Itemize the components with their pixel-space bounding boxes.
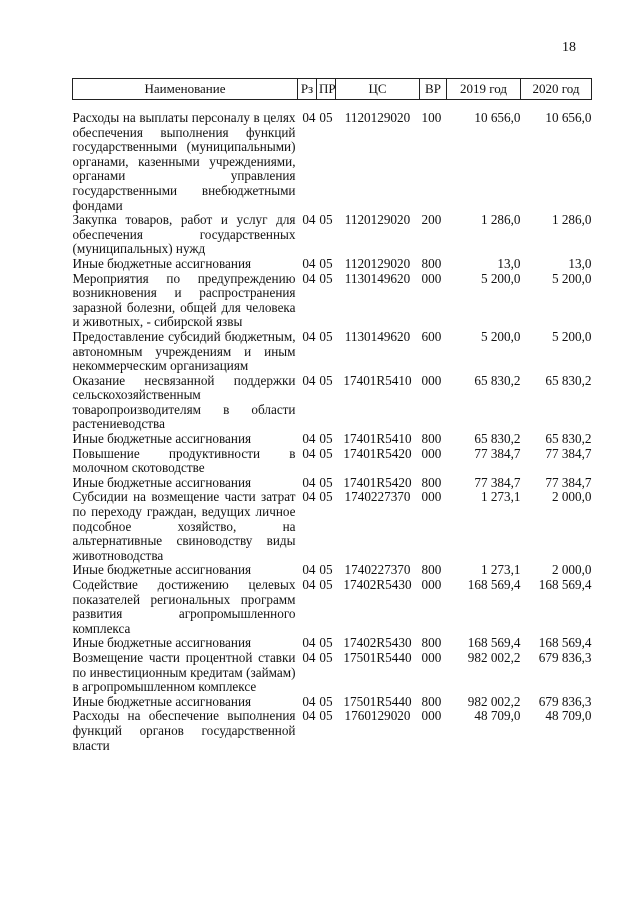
row-name: Расходы на обеспечение выполнения функций органов государственной власти (72, 708, 296, 753)
row-cs: 17401R5420 (343, 474, 412, 490)
row-rz: 04 (302, 577, 316, 592)
table-row (73, 695, 592, 710)
row-value-2020: 5 200,0 (551, 270, 592, 286)
row-name: Иные бюджетные ассигнования (72, 693, 252, 709)
row-value-2019: 168 569,4 (467, 635, 521, 651)
row-value-2019: 65 830,2 (474, 431, 521, 447)
row-rz: 04 (302, 431, 316, 447)
row-cs: 17401R5410 (343, 431, 412, 447)
row-name: Содействие достижению целевых показателей региональных программ развития агропромышленного комплекса (72, 577, 296, 636)
row-rz: 04 (302, 110, 316, 125)
row-rz: 04 (302, 445, 316, 461)
row-vr: 800 (421, 693, 442, 709)
row-pr: 05 (319, 577, 333, 592)
row-value-2020: 48 709,0 (545, 708, 592, 724)
row-value-2019: 1 273,1 (480, 562, 521, 578)
table-row (73, 257, 592, 272)
row-value-2020: 77 384,7 (545, 474, 592, 490)
row-name: Иные бюджетные ассигнования (72, 474, 252, 490)
row-value-2020: 168 569,4 (538, 635, 592, 651)
row-pr: 05 (319, 562, 333, 578)
row-cs: 17402R5430 (343, 635, 412, 651)
row-value-2019: 168 569,4 (467, 577, 521, 592)
row-name: Иные бюджетные ассигнования (72, 635, 252, 651)
table-row (73, 563, 592, 578)
row-cs: 17501R5440 (343, 649, 412, 665)
row-value-2019: 48 709,0 (474, 708, 521, 724)
row-name: Расходы на выплаты персоналу в целях обеспечения выполнения функций государственными (муниципальными) органами, казенными учреждениями, органами управления государственными внебюджетными фондами (72, 110, 296, 213)
row-value-2019: 1 273,1 (480, 489, 521, 505)
table-row (73, 272, 592, 330)
row-value-2020: 2 000,0 (551, 562, 592, 578)
row-cs: 1130149620 (344, 270, 411, 286)
row-cs: 17401R5420 (343, 445, 412, 461)
header-vr: ВР (420, 79, 447, 100)
row-rz: 04 (302, 635, 316, 651)
row-value-2020: 679 836,3 (538, 649, 592, 665)
row-value-2020: 2 000,0 (551, 489, 592, 505)
row-vr: 000 (421, 445, 442, 461)
row-value-2019: 13,0 (497, 255, 521, 271)
table-row (73, 432, 592, 447)
row-rz: 04 (302, 693, 316, 709)
row-vr: 000 (421, 649, 442, 665)
row-vr: 800 (421, 562, 442, 578)
row-vr: 800 (421, 255, 442, 271)
row-value-2019: 5 200,0 (480, 270, 521, 286)
row-value-2020: 5 200,0 (551, 328, 592, 344)
row-value-2020: 13,0 (568, 255, 592, 271)
row-pr: 05 (319, 693, 333, 709)
row-pr: 05 (319, 255, 333, 271)
row-name: Повышение продуктивности в молочном скотоводстве (72, 445, 296, 476)
row-name: Возмещение части процентной ставки по инвестиционным кредитам (займам) в агропромышленном комплексе (72, 649, 296, 695)
table-row (73, 100, 592, 214)
row-cs: 1130149620 (344, 328, 411, 344)
row-pr: 05 (319, 270, 333, 286)
table-row (73, 476, 592, 491)
row-value-2019: 77 384,7 (474, 445, 521, 461)
row-name: Предоставление субсидий бюджетным, автономным учреждениям и иным некоммерческим организациям (72, 328, 296, 374)
row-rz: 04 (302, 328, 316, 344)
page-number: 18 (562, 40, 576, 55)
row-cs: 17402R5430 (343, 577, 412, 592)
table-row (73, 447, 592, 476)
row-vr: 600 (421, 328, 442, 344)
row-name: Иные бюджетные ассигнования (72, 562, 252, 578)
row-cs: 1740227370 (344, 489, 411, 505)
row-value-2019: 5 200,0 (480, 328, 521, 344)
row-pr: 05 (319, 372, 333, 388)
row-vr: 200 (421, 212, 442, 228)
row-value-2019: 77 384,7 (474, 474, 521, 490)
row-value-2020: 65 830,2 (545, 372, 592, 388)
row-vr: 800 (421, 635, 442, 651)
row-pr: 05 (319, 431, 333, 447)
row-name: Закупка товаров, работ и услуг для обеспечения государственных (муниципальных) нужд (72, 212, 296, 257)
row-rz: 04 (302, 212, 316, 228)
row-rz: 04 (302, 489, 316, 505)
table-row (73, 490, 592, 563)
table-row (73, 636, 592, 651)
row-pr: 05 (319, 110, 333, 125)
row-pr: 05 (319, 649, 333, 665)
row-rz: 04 (302, 649, 316, 665)
header-pr: ПР (317, 79, 336, 100)
header-year-2019: 2019 год (447, 79, 521, 100)
row-value-2020: 10 656,0 (545, 110, 592, 125)
row-value-2019: 1 286,0 (480, 212, 521, 228)
row-pr: 05 (319, 489, 333, 505)
row-value-2020: 679 836,3 (538, 693, 592, 709)
row-rz: 04 (302, 474, 316, 490)
row-vr: 000 (421, 489, 442, 505)
table-row (73, 330, 592, 374)
row-cs: 1760129020 (344, 708, 411, 724)
row-name: Оказание несвязанной поддержки сельскохозяйственным товаропроизводителям в области растениеводства (72, 372, 296, 432)
row-vr: 000 (421, 372, 442, 388)
row-value-2020: 77 384,7 (545, 445, 592, 461)
table-row (73, 651, 592, 695)
row-pr: 05 (319, 708, 333, 724)
row-vr: 000 (421, 577, 442, 592)
row-name: Иные бюджетные ассигнования (72, 255, 252, 271)
row-value-2020: 65 830,2 (545, 431, 592, 447)
header-rz: Рз (298, 79, 317, 100)
table-row (73, 374, 592, 432)
row-rz: 04 (302, 372, 316, 388)
budget-table-container (72, 78, 591, 753)
row-vr: 000 (421, 270, 442, 286)
row-pr: 05 (319, 635, 333, 651)
row-value-2019: 982 002,2 (467, 693, 521, 709)
row-pr: 05 (319, 212, 333, 228)
row-vr: 800 (421, 474, 442, 490)
row-vr: 100 (421, 110, 442, 125)
row-vr: 800 (421, 431, 442, 447)
row-value-2019: 10 656,0 (474, 110, 521, 125)
row-pr: 05 (319, 445, 333, 461)
row-cs: 17401R5410 (343, 372, 412, 388)
table-header (73, 79, 592, 100)
row-cs: 1120129020 (344, 212, 411, 228)
row-rz: 04 (302, 562, 316, 578)
row-pr: 05 (319, 474, 333, 490)
table-row (73, 709, 592, 753)
row-cs: 17501R5440 (343, 693, 412, 709)
budget-table (72, 78, 592, 753)
row-name: Иные бюджетные ассигнования (72, 431, 252, 447)
header-name: Наименование (73, 79, 298, 100)
row-rz: 04 (302, 255, 316, 271)
header-row (73, 79, 592, 100)
row-rz: 04 (302, 270, 316, 286)
table-row (73, 578, 592, 636)
row-cs: 1740227370 (344, 562, 411, 578)
header-cs: ЦС (336, 79, 420, 100)
table-row (73, 213, 592, 257)
row-pr: 05 (319, 328, 333, 344)
row-rz: 04 (302, 708, 316, 724)
row-name: Мероприятия по предупреждению возникновения и распространения заразной болезни, общей для человека и животных, - сибирской язвы (72, 270, 296, 330)
row-vr: 000 (421, 708, 442, 724)
row-value-2020: 1 286,0 (551, 212, 592, 228)
row-cs: 1120129020 (344, 110, 411, 125)
table-body (73, 100, 592, 754)
row-name: Субсидии на возмещение части затрат по переходу граждан, ведущих личное подсобное хозяйство, на альтернативные свиноводству виды животноводства (72, 489, 296, 563)
row-value-2019: 65 830,2 (474, 372, 521, 388)
header-year-2020: 2020 год (521, 79, 592, 100)
row-cs: 1120129020 (344, 255, 411, 271)
row-value-2020: 168 569,4 (538, 577, 592, 592)
row-value-2019: 982 002,2 (467, 649, 521, 665)
